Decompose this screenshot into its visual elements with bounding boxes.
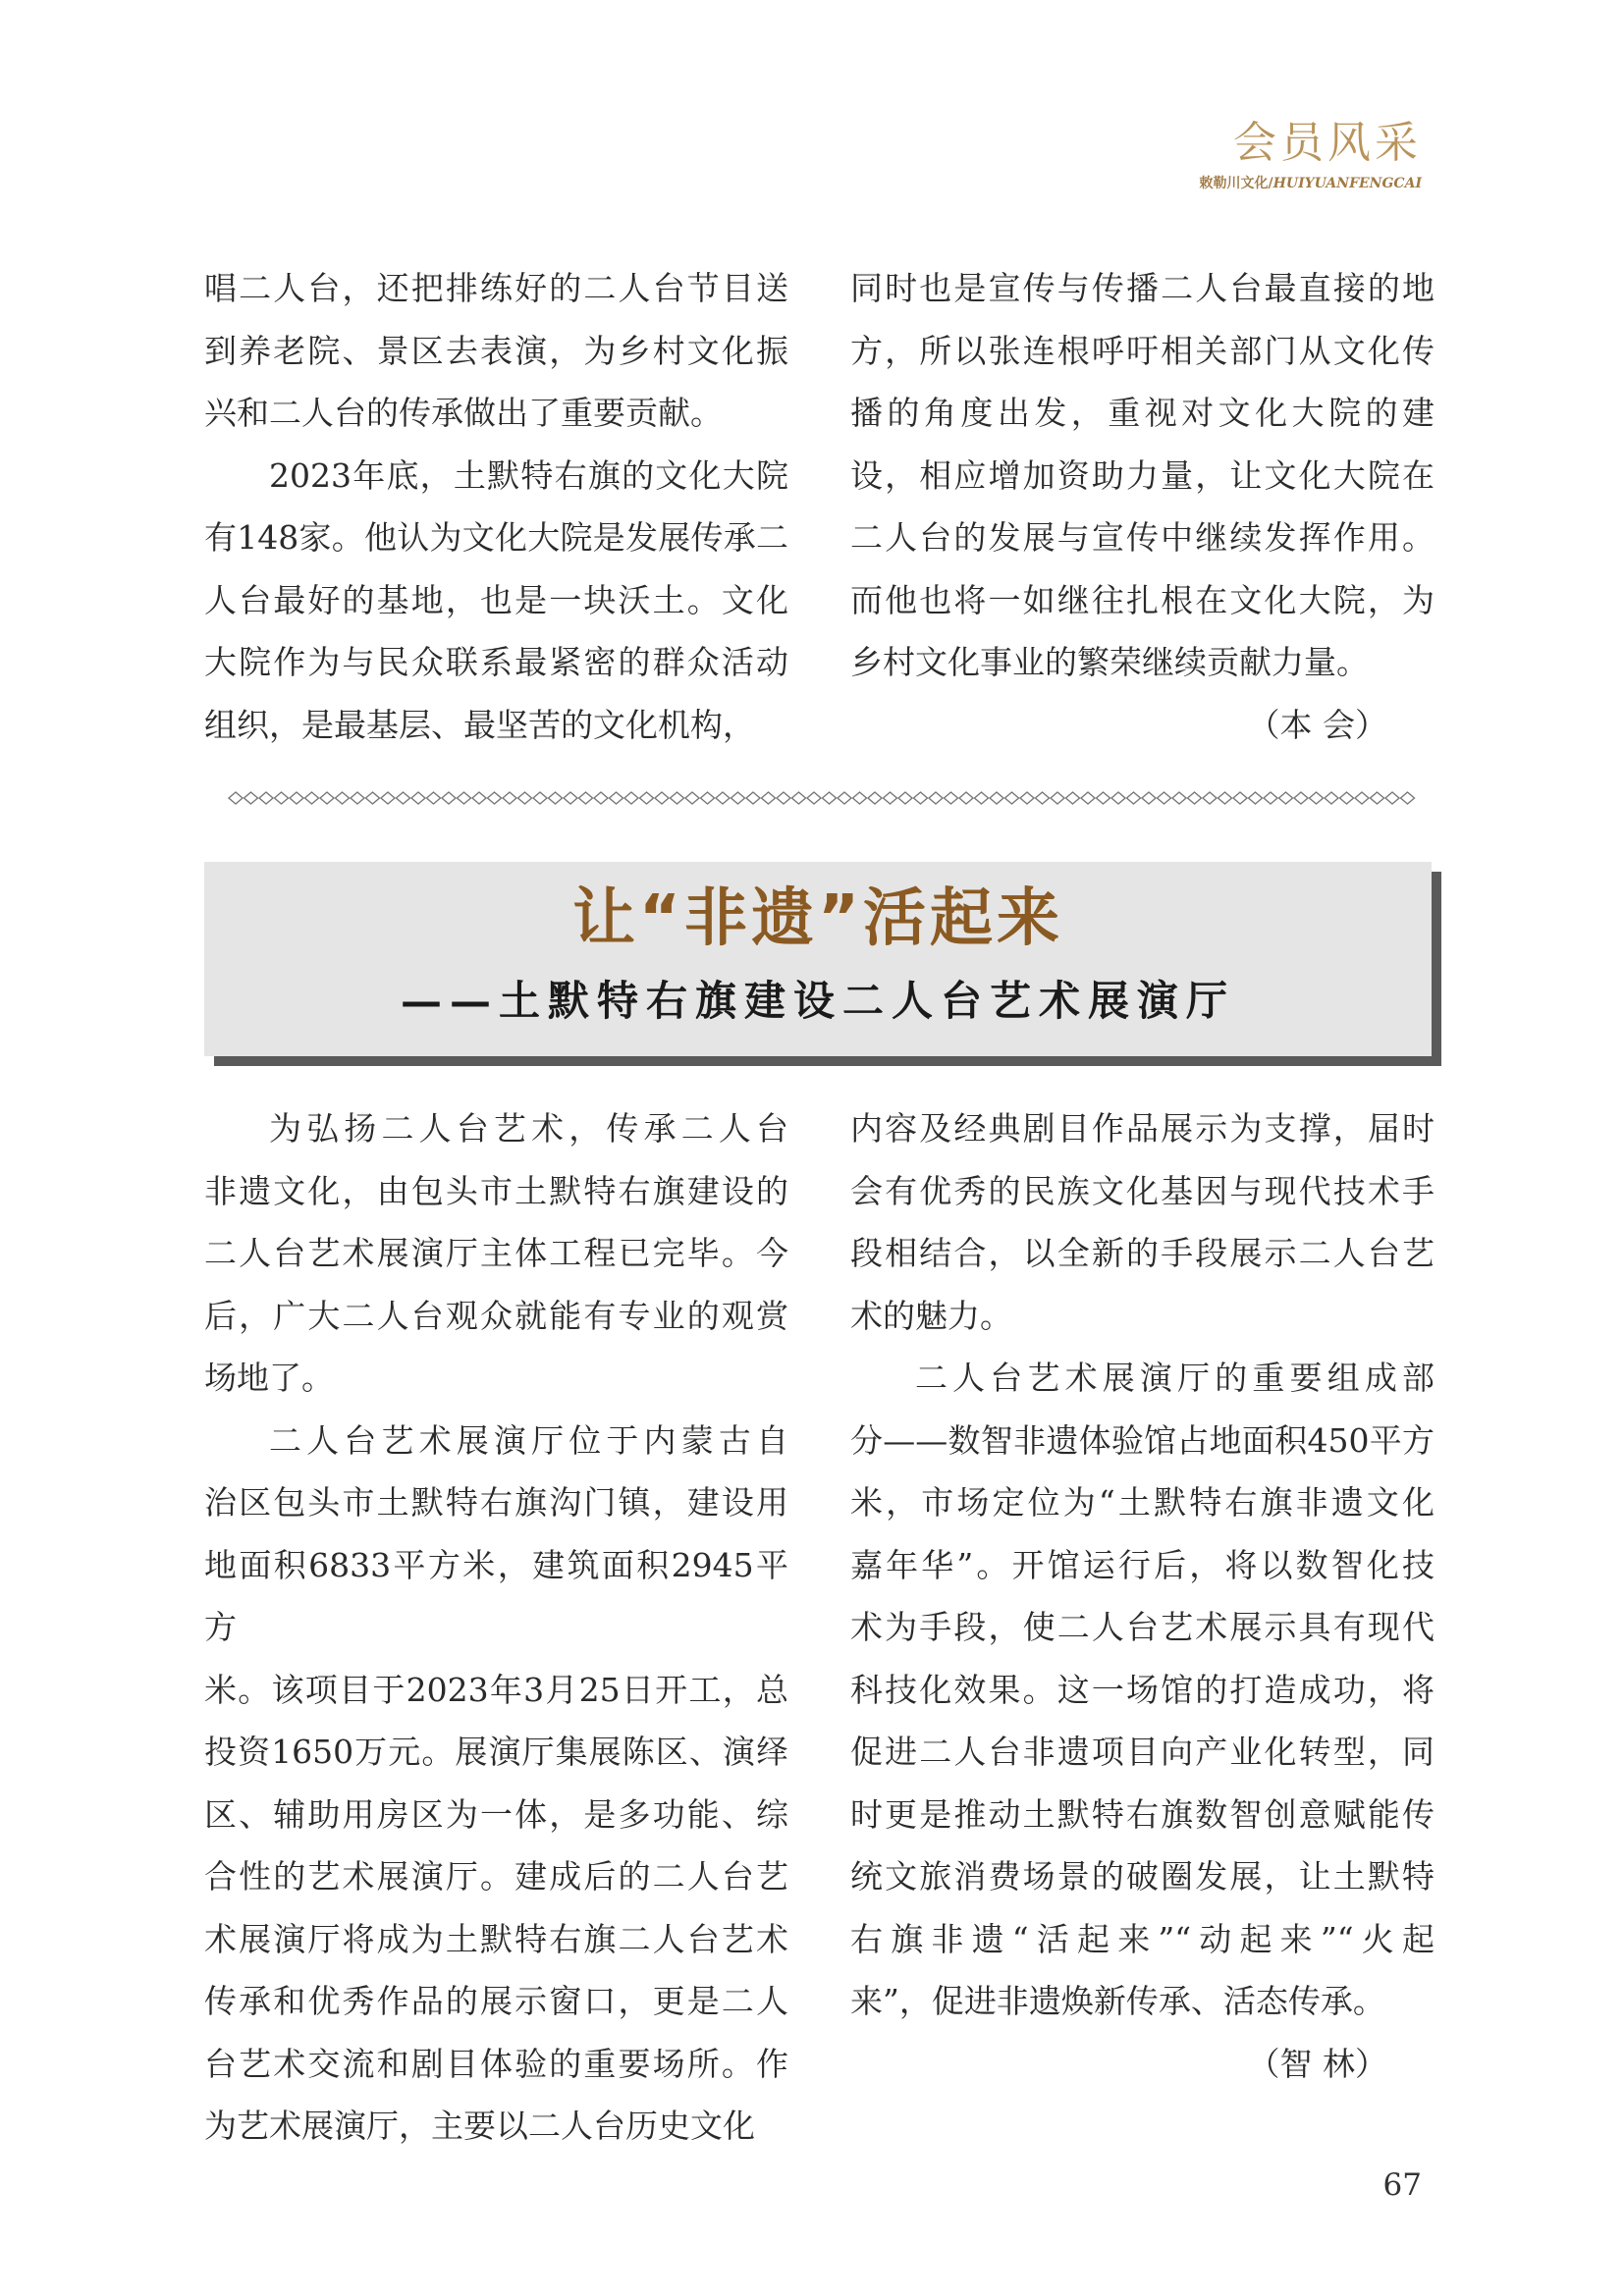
text-line: 统文旅消费场景的破圈发展，让土默特 [850, 1857, 1435, 1896]
article-title-box [204, 862, 1432, 1056]
article-subtitle: ——土默特右旗建设二人台艺术展演厅 [400, 977, 1235, 1025]
text-line: 促进二人台非遗项目向产业化转型，同 [850, 1733, 1435, 1771]
running-header [1200, 116, 1422, 192]
text-line: 右旗非遗“活起来”“动起来”“火起 [850, 1919, 1435, 1958]
text-line: 时更是推动土默特右旗数智创意赋能传 [850, 1794, 1435, 1834]
text-line: 二人台艺术展演厅的重要组成部 [915, 1359, 1435, 1397]
text-line: 二人台艺术展演厅主体工程已完毕。今 [204, 1234, 788, 1272]
page-number: 67 [1382, 2167, 1422, 2203]
text-line: 兴和二人台的传承做出了重要贡献。 [204, 394, 723, 432]
text-line: 后，广大二人台观众就能有专业的观赏 [204, 1296, 788, 1335]
top-right-column [850, 257, 1435, 756]
text-line: 为弘扬二人台艺术，传承二人台 [269, 1109, 788, 1148]
text-line: 组织，是最基层、最坚苦的文化机构， [204, 705, 755, 744]
text-line: 大院作为与民众联系最紧密的群众活动 [204, 643, 788, 681]
author-signature: （本 会） [1247, 705, 1387, 744]
text-line: 传承和优秀作品的展示窗口，更是二人 [204, 1982, 788, 2020]
article-title: 让“非遗”活起来 [571, 882, 1064, 955]
text-line: 投资1650万元。展演厅集展陈区、演绎 [204, 1733, 788, 1771]
text-line: 分——数智非遗体验馆占地面积450平方 [850, 1420, 1435, 1460]
text-line: 二人台艺术展演厅位于内蒙古自 [269, 1420, 788, 1460]
text-line: 乡村文化事业的繁荣继续贡献力量。 [850, 643, 1369, 681]
text-line: 段相结合，以全新的手段展示二人台艺 [850, 1234, 1435, 1272]
diamond-divider [228, 785, 1416, 811]
article-right-column [850, 1097, 1435, 2095]
text-line: 非遗文化，由包头市土默特右旗建设的 [204, 1171, 788, 1210]
text-line: 人台最好的基地，也是一块沃土。文化 [204, 580, 788, 619]
text-line: 米，市场定位为“土默特右旗非遗文化 [850, 1483, 1435, 1522]
author-signature: （智 林） [1247, 2044, 1387, 2083]
text-line: 2023年底，土默特右旗的文化大院 [269, 455, 788, 495]
text-line: 米。该项目于2023年3月25日开工，总 [204, 1670, 788, 1709]
top-left-column [204, 257, 788, 756]
text-line: 台艺术交流和剧目体验的重要场所。作 [204, 2044, 788, 2083]
text-line: 有148家。他认为文化大院是发展传承二 [204, 518, 788, 557]
text-line: 为艺术展演厅，主要以二人台历史文化 [204, 2107, 755, 2145]
text-line: 播的角度出发，重视对文化大院的建 [850, 394, 1435, 432]
text-line: 术的魅力。 [850, 1296, 1012, 1335]
text-line: 唱二人台，还把排练好的二人台节目送 [204, 269, 788, 307]
article-left-column [204, 1097, 788, 2158]
text-line: 设，相应增加资助力量，让文化大院在 [850, 455, 1435, 495]
text-line: 术为手段，使二人台艺术展示具有现代 [850, 1608, 1435, 1646]
text-line: 来”，促进非遗焕新传承、活态传承。 [850, 1982, 1385, 2020]
text-line: 地面积6833平方米，建筑面积2945平方 [204, 1545, 788, 1646]
section-title: 会员风采 [1233, 118, 1422, 168]
text-line: 内容及经典剧目作品展示为支撑，届时 [850, 1109, 1435, 1148]
text-line: 二人台的发展与宣传中继续发挥作用。 [850, 518, 1435, 557]
text-line: 治区包头市土默特右旗沟门镇，建设用 [204, 1483, 788, 1522]
text-line: 术展演厅将成为土默特右旗二人台艺术 [204, 1919, 788, 1958]
text-line: 会有优秀的民族文化基因与现代技术手 [850, 1171, 1435, 1210]
text-line: 场地了。 [204, 1359, 334, 1397]
text-line: 合性的艺术展演厅。建成后的二人台艺 [204, 1857, 788, 1896]
section-subtitle: 敕勒川文化/HUIYUANFENGCAI [1199, 176, 1422, 191]
text-line: 科技化效果。这一场馆的打造成功，将 [850, 1670, 1435, 1709]
text-line: 嘉年华”。开馆运行后，将以数智化技 [850, 1545, 1435, 1584]
text-line: 而他也将一如继往扎根在文化大院，为 [850, 580, 1435, 619]
text-line: 区、辅助用房区为一体，是多功能、综 [204, 1794, 788, 1834]
text-line: 同时也是宣传与传播二人台最直接的地 [850, 269, 1435, 307]
text-line: 方，所以张连根呼吁相关部门从文化传 [850, 331, 1435, 370]
text-line: 到养老院、景区去表演，为乡村文化振 [204, 331, 788, 370]
